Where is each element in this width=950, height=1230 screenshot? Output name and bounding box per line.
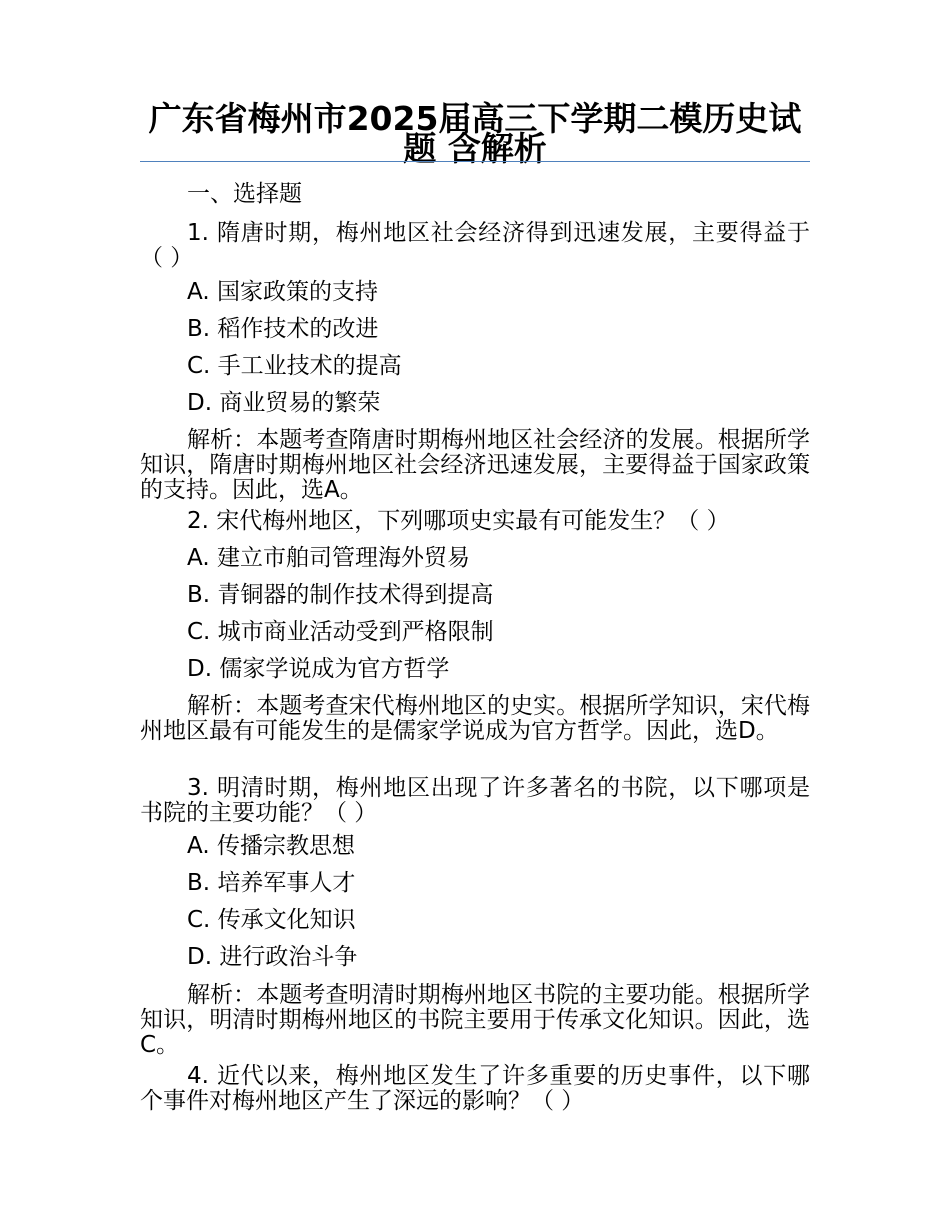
question-4-stem: 4. 近代以来，梅州地区发生了许多重要的历史事件，以下哪个事件对梅州地区产生了深远的影响？（ ）	[140, 1063, 810, 1114]
question-2-stem: 2. 宋代梅州地区，下列哪项史实最有可能发生？（ ）	[187, 508, 730, 534]
question-1-option-a: A. 国家政策的支持	[187, 279, 378, 305]
question-1-option-d: D. 商业贸易的繁荣	[187, 390, 381, 416]
question-3-stem: 3. 明清时期，梅州地区出现了许多著名的书院，以下哪项是书院的主要功能？（ ）	[140, 775, 810, 826]
question-2-option-c: C. 城市商业活动受到严格限制	[187, 619, 494, 645]
question-2-option-b: B. 青铜器的制作技术得到提高	[187, 582, 494, 608]
question-3-option-a: A. 传播宗教思想	[187, 833, 355, 859]
title-underline	[140, 161, 810, 162]
section-heading: 一、选择题	[187, 181, 302, 207]
document-title: 广东省梅州市2025届高三下学期二模历史试题 含解析	[148, 99, 802, 168]
question-2-option-a: A. 建立市舶司管理海外贸易	[187, 545, 470, 571]
question-2-option-d: D. 儒家学说成为官方哲学	[187, 656, 450, 682]
question-3-analysis: 解析：本题考查明清时期梅州地区书院的主要功能。根据所学知识，明清时期梅州地区的书院主要用于传承文化知识。因此，选C。	[140, 982, 810, 1058]
question-1-analysis: 解析：本题考查隋唐时期梅州地区社会经济的发展。根据所学知识，隋唐时期梅州地区社会经济迅速发展，主要得益于国家政策的支持。因此，选A。	[140, 427, 810, 503]
question-3-option-b: B. 培养军事人才	[187, 870, 356, 896]
question-3-option-d: D. 进行政治斗争	[187, 944, 358, 970]
question-3-option-c: C. 传承文化知识	[187, 907, 356, 933]
question-1-option-c: C. 手工业技术的提高	[187, 353, 402, 379]
question-1-option-b: B. 稻作技术的改进	[187, 316, 379, 342]
question-2-analysis: 解析：本题考查宋代梅州地区的史实。根据所学知识，宋代梅州地区最有可能发生的是儒家学说成为官方哲学。因此，选D。	[140, 693, 810, 744]
question-1-stem: 1. 隋唐时期，梅州地区社会经济得到迅速发展，主要得益于（ ）	[140, 220, 810, 271]
